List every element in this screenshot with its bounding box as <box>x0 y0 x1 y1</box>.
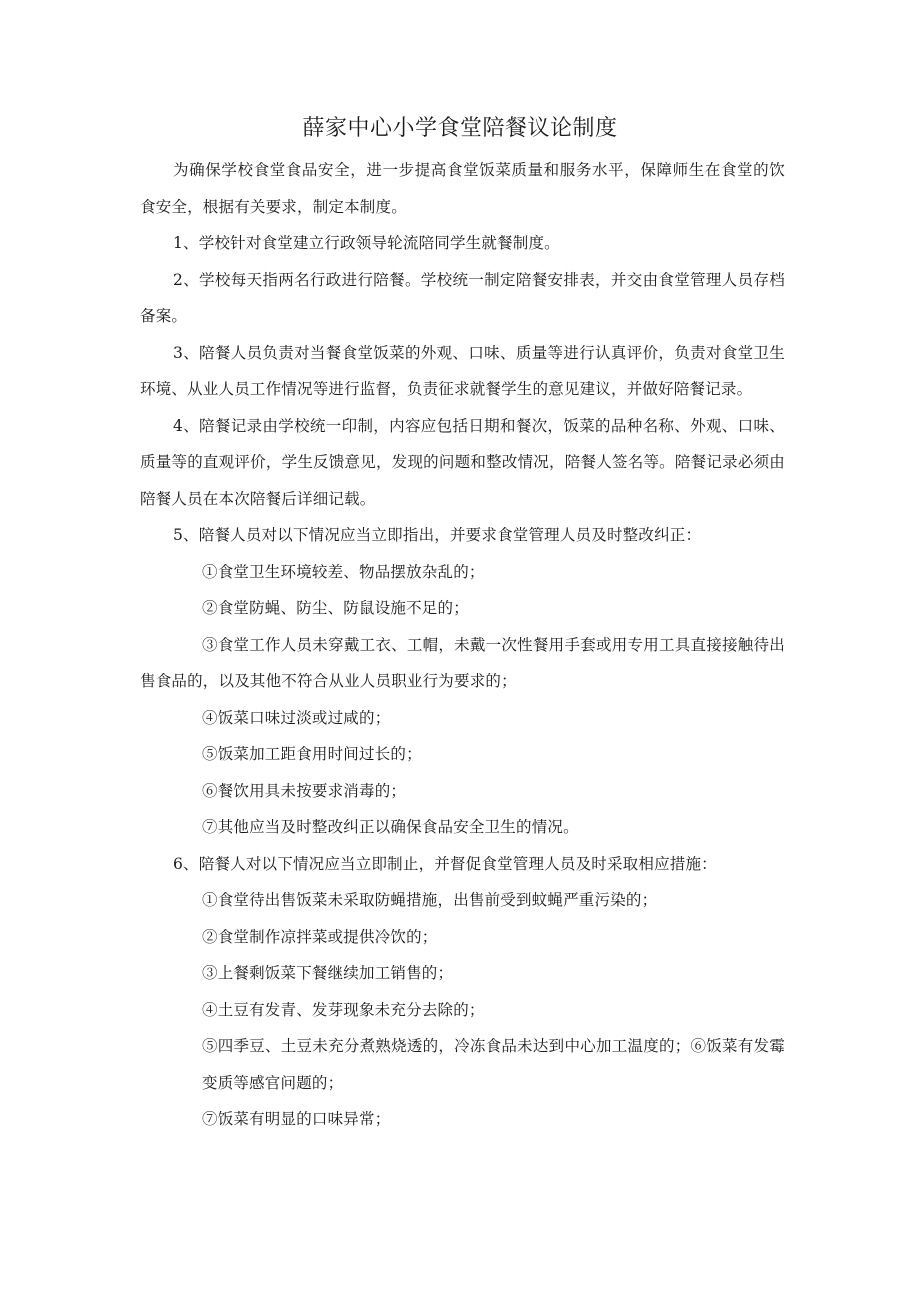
rule-item-2: 2、学校每天指两名行政进行陪餐。学校统一制定陪餐安排表，并交由食堂管理人员存档备案。 <box>140 270 785 325</box>
item6-sub-7: ⑦饭菜有明显的口味异常； <box>202 1110 391 1128</box>
item6-sub-2: ②食堂制作凉拌菜或提供冷饮的； <box>202 927 438 946</box>
intro-paragraph: 为确保学校食堂食品安全，进一步提高食堂饭菜质量和服务水平，保障师生在食堂的饮食安全，根据有关要求，制定本制度。 <box>140 161 785 216</box>
item5-sub-4: ④饭菜口味过淡或过咸的； <box>202 708 391 727</box>
rule-item-1: 1、学校针对食堂建立行政领导轮流陪同学生就餐制度。 <box>173 234 560 252</box>
item5-sub-7: ⑦其他应当及时整改纠正以确保食品安全卫生的情况。 <box>202 818 579 836</box>
rule-item-6: 6、陪餐人对以下情况应当立即制止，并督促食堂管理人员及时采取相应措施： <box>173 854 717 873</box>
item5-sub-2: ②食堂防蝇、防尘、防鼠设施不足的； <box>202 599 469 617</box>
document-body <box>140 152 785 1138</box>
rule-item-5: 5、陪餐人员对以下情况应当立即指出，并要求食堂管理人员及时整改纠正： <box>173 526 702 544</box>
document-title: 薛家中心小学食堂陪餐议论制度 <box>302 116 618 141</box>
item6-sub-5: ⑤四季豆、土豆未充分煮熟烧透的，冷冻食品未达到中心加工温度的；⑥饭菜有发霉变质等感官问题的； <box>202 1037 785 1092</box>
item6-sub-3: ③上餐剩饭菜下餐继续加工销售的； <box>202 964 454 982</box>
item5-sub-6: ⑥餐饮用具未按要求消毒的； <box>202 781 407 800</box>
item5-sub-3: ③食堂工作人员未穿戴工衣、工帽，未戴一次性餐用手套或用专用工具直接接触待出售食品的，以及其他不符合从业人员职业行为要求的； <box>140 635 785 690</box>
rule-item-4: 4、陪餐记录由学校统一印制，内容应包括日期和餐次，饭菜的品种名称、外观、口味、质量等的直观评价，学生反馈意见，发现的问题和整改情况，陪餐人签名等。陪餐记录必须由陪餐人员在本次陪餐后详细记载。 <box>140 416 785 508</box>
item6-sub-4: ④土豆有发青、发芽现象未充分去除的； <box>202 1000 485 1019</box>
rule-item-3: 3、陪餐人员负责对当餐食堂饭菜的外观、口味、质量等进行认真评价，负责对食堂卫生环境、从业人员工作情况等进行监督，负责征求就餐学生的意见建议，并做好陪餐记录。 <box>140 343 785 398</box>
item6-sub-1: ①食堂待出售饭菜未采取防蝇措施，出售前受到蚊蝇严重污染的； <box>202 891 658 909</box>
item5-sub-5: ⑤饭菜加工距食用时间过长的； <box>202 745 422 763</box>
item5-sub-1: ①食堂卫生环境较差、物品摆放杂乱的； <box>202 562 485 581</box>
